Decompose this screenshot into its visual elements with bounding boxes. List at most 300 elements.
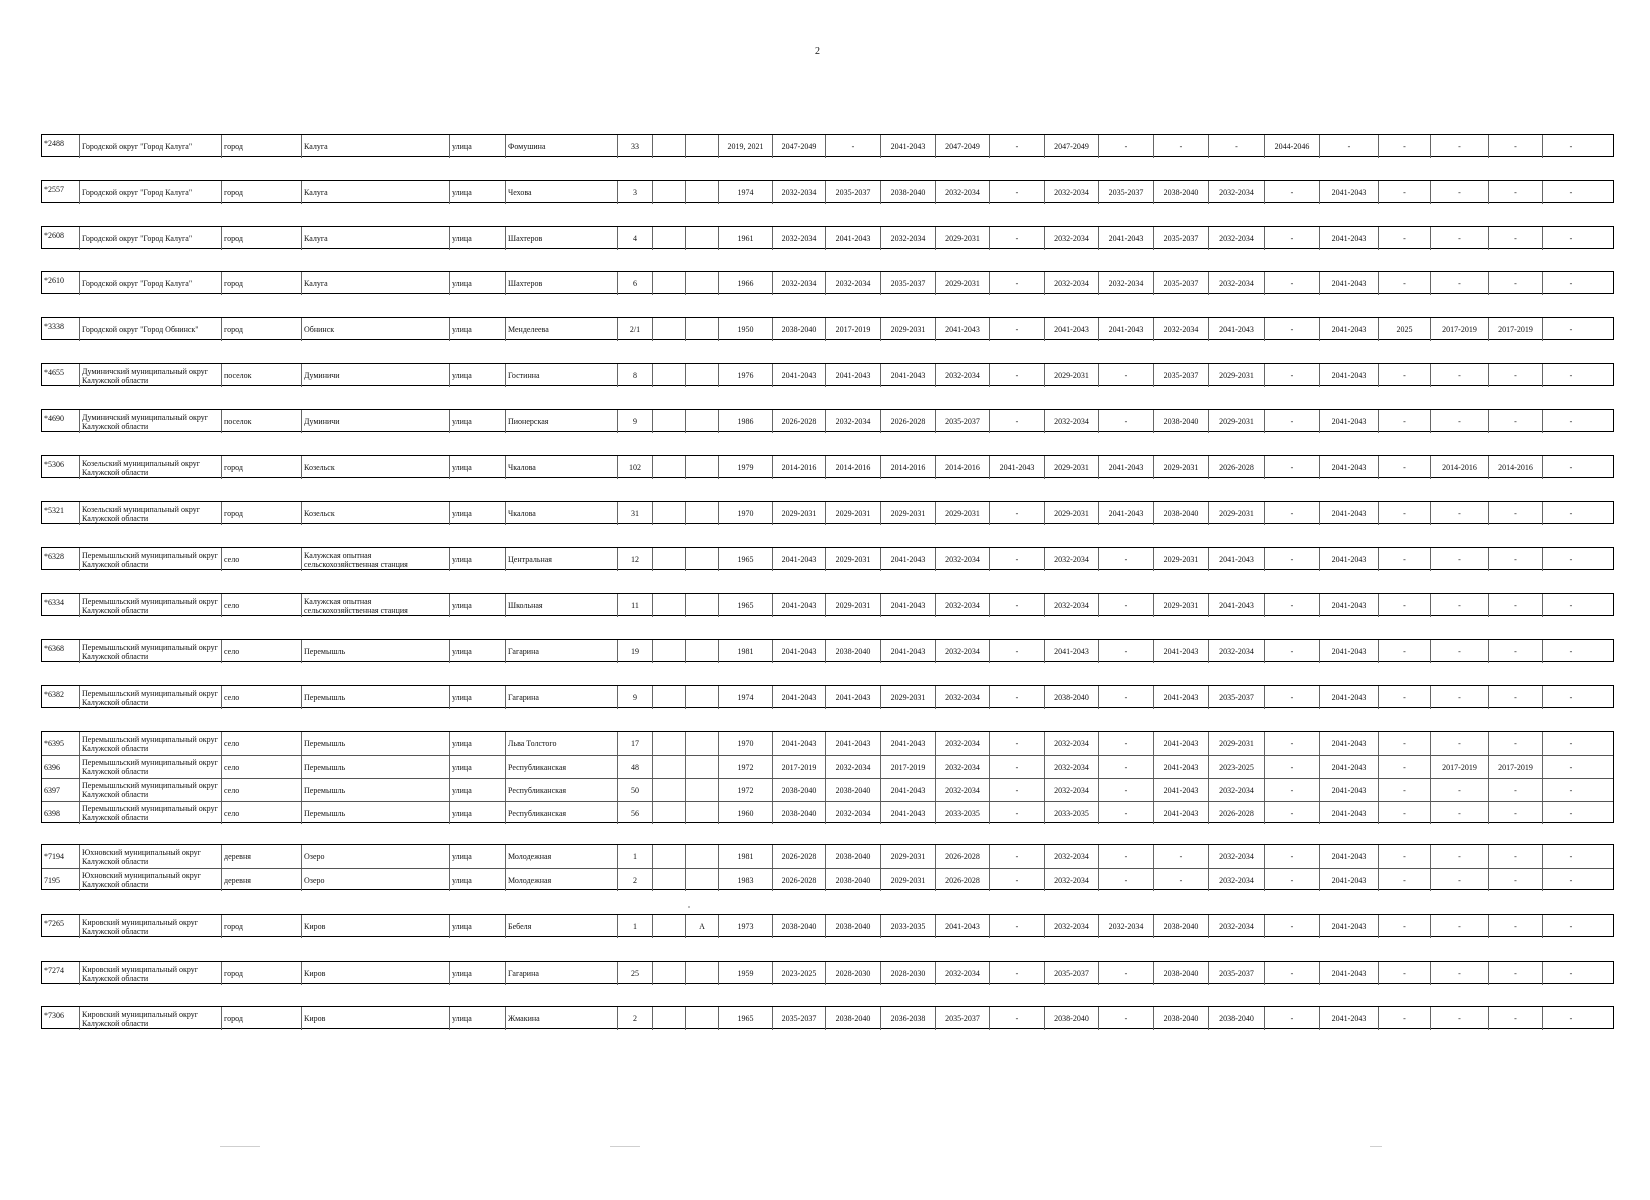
cell-street-name: Молодежная — [505, 845, 617, 868]
cell-plan-13: - — [1430, 732, 1488, 755]
cell-plan-14: - — [1488, 802, 1542, 824]
cell-plan-11: 2041-2043 — [1319, 686, 1378, 709]
cell-plan-8: 2038-2040 — [1153, 962, 1208, 985]
cell-plan-6: 2029-2031 — [1044, 456, 1098, 479]
cell-plan-11: 2041-2043 — [1319, 272, 1378, 295]
cell-plan-15: - — [1542, 364, 1599, 387]
table-row — [42, 181, 1613, 204]
cell-plan-7: - — [1098, 802, 1153, 824]
cell-settlement-name: Калуга — [301, 227, 449, 250]
cell-building — [652, 845, 685, 868]
table-record-group — [41, 409, 1614, 432]
cell-plan-2: 2038-2040 — [825, 869, 880, 891]
cell-plan-14: - — [1488, 135, 1542, 158]
cell-settlement-name: Перемышль — [301, 756, 449, 778]
cell-settlement-type: село — [221, 802, 301, 824]
table-row — [42, 548, 1613, 571]
cell-plan-9: 2032-2034 — [1208, 869, 1264, 891]
cell-plan-3: 2041-2043 — [880, 594, 935, 617]
cell-plan-7: 2041-2043 — [1098, 456, 1153, 479]
cell-plan-11: 2041-2043 — [1319, 227, 1378, 250]
cell-plan-9: - — [1208, 135, 1264, 158]
cell-plan-12: - — [1378, 915, 1430, 938]
cell-plan-10: - — [1264, 845, 1319, 868]
cell-settlement-name: Калужская опытная сельскохозяйственная станция — [301, 594, 449, 617]
cell-plan-13: - — [1430, 594, 1488, 617]
cell-street-type: улица — [449, 802, 505, 824]
cell-build-year: 1972 — [718, 756, 772, 778]
cell-building — [652, 548, 685, 571]
table-record-group — [41, 685, 1614, 708]
cell-plan-9: 2032-2034 — [1208, 845, 1264, 868]
table-record-group — [41, 455, 1614, 478]
cell-plan-3: 2028-2030 — [880, 962, 935, 985]
cell-record-number: *2557 — [44, 185, 64, 194]
cell-plan-14: 2017-2019 — [1488, 318, 1542, 341]
cell-plan-2: 2041-2043 — [825, 686, 880, 709]
cell-plan-11: 2041-2043 — [1319, 915, 1378, 938]
cell-plan-11: 2041-2043 — [1319, 548, 1378, 571]
cell-build-year: 2019, 2021 — [718, 135, 772, 158]
cell-record-number: 6398 — [44, 808, 60, 818]
cell-house-number: 2/1 — [617, 318, 652, 341]
cell-plan-14: - — [1488, 594, 1542, 617]
cell-municipal-district: Козельский муниципальный округ Калужской области — [79, 456, 221, 479]
table-row — [42, 686, 1613, 709]
cell-settlement-type: город — [221, 181, 301, 204]
cell-plan-6: 2041-2043 — [1044, 640, 1098, 663]
cell-plan-9: 2032-2034 — [1208, 181, 1264, 204]
cell-plan-9: 2029-2031 — [1208, 410, 1264, 433]
cell-plan-11: 2041-2043 — [1319, 594, 1378, 617]
cell-plan-4: 2032-2034 — [935, 756, 989, 778]
cell-plan-12: - — [1378, 594, 1430, 617]
cell-street-name: Республиканская — [505, 756, 617, 778]
cell-building — [652, 1007, 685, 1030]
cell-plan-8: 2029-2031 — [1153, 548, 1208, 571]
cell-plan-5: - — [989, 732, 1044, 755]
table-record-group — [41, 1006, 1614, 1029]
cell-plan-10: - — [1264, 756, 1319, 778]
cell-street-name: Школьная — [505, 594, 617, 617]
cell-house-number: 1 — [617, 915, 652, 938]
cell-plan-7: 2041-2043 — [1098, 502, 1153, 525]
cell-house-number: 4 — [617, 227, 652, 250]
cell-plan-8: 2029-2031 — [1153, 594, 1208, 617]
cell-building — [652, 915, 685, 938]
table-row — [42, 732, 1613, 755]
cell-plan-1: 2041-2043 — [772, 732, 825, 755]
cell-plan-12: - — [1378, 802, 1430, 824]
cell-plan-2: 2032-2034 — [825, 272, 880, 295]
cell-plan-15: - — [1542, 845, 1599, 868]
cell-street-name: Бебеля — [505, 915, 617, 938]
cell-street-name: Шахтеров — [505, 272, 617, 295]
cell-plan-9: 2032-2034 — [1208, 272, 1264, 295]
cell-build-year: 1981 — [718, 640, 772, 663]
cell-settlement-type: село — [221, 756, 301, 778]
cell-plan-12: - — [1378, 227, 1430, 250]
cell-plan-5: - — [989, 410, 1044, 433]
cell-plan-14: - — [1488, 272, 1542, 295]
cell-street-name: Пионерская — [505, 410, 617, 433]
cell-plan-7: - — [1098, 364, 1153, 387]
cell-plan-13: - — [1430, 135, 1488, 158]
cell-record-number: 6397 — [44, 785, 60, 795]
cell-plan-6: 2035-2037 — [1044, 962, 1098, 985]
cell-plan-5: - — [989, 364, 1044, 387]
cell-plan-4: 2041-2043 — [935, 318, 989, 341]
cell-plan-1: 2026-2028 — [772, 410, 825, 433]
cell-plan-5: - — [989, 779, 1044, 801]
cell-plan-11: 2041-2043 — [1319, 869, 1378, 891]
cell-house-number: 2 — [617, 869, 652, 891]
table-record-group — [41, 226, 1614, 249]
cell-settlement-name: Перемышль — [301, 686, 449, 709]
cell-plan-12: - — [1378, 756, 1430, 778]
cell-plan-10: - — [1264, 548, 1319, 571]
cell-plan-9: 2026-2028 — [1208, 802, 1264, 824]
cell-record-number: *6334 — [44, 598, 64, 607]
cell-plan-15: - — [1542, 318, 1599, 341]
cell-settlement-name: Калуга — [301, 135, 449, 158]
cell-building — [652, 779, 685, 801]
cell-plan-3: 2029-2031 — [880, 502, 935, 525]
cell-settlement-type: село — [221, 779, 301, 801]
cell-plan-8: 2032-2034 — [1153, 318, 1208, 341]
cell-letter — [685, 732, 718, 755]
cell-record-number: *4690 — [44, 414, 64, 423]
cell-plan-4: 2029-2031 — [935, 272, 989, 295]
cell-street-name: Молодежная — [505, 869, 617, 891]
cell-plan-7: - — [1098, 779, 1153, 801]
cell-plan-3: 2029-2031 — [880, 845, 935, 868]
cell-plan-12: - — [1378, 364, 1430, 387]
cell-plan-5: - — [989, 686, 1044, 709]
cell-building — [652, 272, 685, 295]
cell-plan-12: - — [1378, 1007, 1430, 1030]
cell-letter — [685, 227, 718, 250]
table-record-group — [41, 593, 1614, 616]
cell-plan-13: - — [1430, 410, 1488, 433]
cell-plan-8: - — [1153, 135, 1208, 158]
cell-street-name: Фомушина — [505, 135, 617, 158]
cell-plan-3: 2029-2031 — [880, 686, 935, 709]
cell-build-year: 1983 — [718, 869, 772, 891]
cell-plan-7: - — [1098, 756, 1153, 778]
cell-plan-2: - — [825, 135, 880, 158]
cell-plan-4: 2047-2049 — [935, 135, 989, 158]
cell-settlement-name: Обнинск — [301, 318, 449, 341]
cell-street-name: Центральная — [505, 548, 617, 571]
cell-settlement-type: село — [221, 548, 301, 571]
scan-speck — [688, 906, 690, 908]
cell-plan-2: 2032-2034 — [825, 802, 880, 824]
cell-plan-2: 2029-2031 — [825, 548, 880, 571]
cell-street-type: улица — [449, 502, 505, 525]
cell-plan-1: 2017-2019 — [772, 756, 825, 778]
cell-plan-7: 2032-2034 — [1098, 272, 1153, 295]
cell-plan-3: 2038-2040 — [880, 181, 935, 204]
cell-letter: А — [685, 915, 718, 938]
cell-plan-11: 2041-2043 — [1319, 1007, 1378, 1030]
cell-settlement-type: город — [221, 272, 301, 295]
cell-letter — [685, 135, 718, 158]
cell-plan-12: - — [1378, 962, 1430, 985]
cell-plan-1: 2041-2043 — [772, 640, 825, 663]
cell-plan-1: 2038-2040 — [772, 802, 825, 824]
cell-municipal-district: Думиничский муниципальный округ Калужской области — [79, 410, 221, 433]
cell-plan-8: 2041-2043 — [1153, 686, 1208, 709]
cell-municipal-district: Перемышльский муниципальный округ Калужской области — [79, 732, 221, 755]
cell-build-year: 1959 — [718, 962, 772, 985]
cell-plan-13: - — [1430, 1007, 1488, 1030]
cell-building — [652, 756, 685, 778]
cell-plan-14: - — [1488, 915, 1542, 938]
cell-plan-8: - — [1153, 845, 1208, 868]
cell-plan-1: 2038-2040 — [772, 915, 825, 938]
cell-building — [652, 318, 685, 341]
cell-building — [652, 869, 685, 891]
cell-house-number: 31 — [617, 502, 652, 525]
cell-house-number: 2 — [617, 1007, 652, 1030]
table-row — [42, 272, 1613, 295]
cell-plan-10: - — [1264, 227, 1319, 250]
cell-plan-6: 2032-2034 — [1044, 227, 1098, 250]
cell-settlement-name: Перемышль — [301, 802, 449, 824]
cell-plan-5: - — [989, 181, 1044, 204]
cell-plan-8: 2041-2043 — [1153, 756, 1208, 778]
cell-building — [652, 962, 685, 985]
cell-street-name: Гагарина — [505, 962, 617, 985]
cell-plan-15: - — [1542, 732, 1599, 755]
cell-plan-3: 2041-2043 — [880, 732, 935, 755]
cell-settlement-name: Перемышль — [301, 779, 449, 801]
cell-plan-2: 2017-2019 — [825, 318, 880, 341]
cell-plan-2: 2029-2031 — [825, 502, 880, 525]
cell-plan-4: 2029-2031 — [935, 502, 989, 525]
cell-settlement-name: Киров — [301, 1007, 449, 1030]
cell-plan-3: 2041-2043 — [880, 135, 935, 158]
cell-record-number: *2610 — [44, 276, 64, 285]
cell-settlement-type: город — [221, 318, 301, 341]
cell-plan-10: - — [1264, 594, 1319, 617]
cell-letter — [685, 686, 718, 709]
cell-build-year: 1974 — [718, 181, 772, 204]
cell-plan-1: 2041-2043 — [772, 364, 825, 387]
cell-plan-13: - — [1430, 802, 1488, 824]
cell-street-type: улица — [449, 410, 505, 433]
cell-record-number: *7274 — [44, 966, 64, 975]
cell-plan-13: - — [1430, 181, 1488, 204]
cell-municipal-district: Перемышльский муниципальный округ Калужской области — [79, 756, 221, 778]
cell-house-number: 12 — [617, 548, 652, 571]
cell-plan-15: - — [1542, 779, 1599, 801]
cell-plan-1: 2038-2040 — [772, 779, 825, 801]
cell-plan-8: 2035-2037 — [1153, 272, 1208, 295]
cell-plan-7: 2041-2043 — [1098, 318, 1153, 341]
cell-plan-12: - — [1378, 272, 1430, 295]
cell-plan-13: - — [1430, 845, 1488, 868]
cell-plan-7: - — [1098, 1007, 1153, 1030]
cell-plan-13: - — [1430, 502, 1488, 525]
cell-plan-2: 2038-2040 — [825, 845, 880, 868]
cell-street-name: Чехова — [505, 181, 617, 204]
cell-house-number: 17 — [617, 732, 652, 755]
cell-plan-8: 2038-2040 — [1153, 1007, 1208, 1030]
cell-plan-11: 2041-2043 — [1319, 410, 1378, 433]
cell-plan-2: 2038-2040 — [825, 640, 880, 663]
cell-plan-15: - — [1542, 686, 1599, 709]
table-row — [42, 801, 1613, 824]
cell-letter — [685, 456, 718, 479]
cell-letter — [685, 756, 718, 778]
cell-plan-10: - — [1264, 318, 1319, 341]
cell-record-number: *4655 — [44, 368, 64, 377]
cell-municipal-district: Перемышльский муниципальный округ Калужской области — [79, 686, 221, 709]
cell-municipal-district: Городской округ "Город Калуга" — [79, 272, 221, 295]
cell-plan-6: 2038-2040 — [1044, 686, 1098, 709]
cell-plan-5: - — [989, 640, 1044, 663]
cell-plan-12: - — [1378, 686, 1430, 709]
cell-plan-10: - — [1264, 915, 1319, 938]
cell-plan-11: - — [1319, 135, 1378, 158]
cell-settlement-type: город — [221, 456, 301, 479]
cell-building — [652, 640, 685, 663]
cell-plan-1: 2041-2043 — [772, 594, 825, 617]
cell-letter — [685, 548, 718, 571]
cell-plan-9: 2041-2043 — [1208, 594, 1264, 617]
cell-plan-13: - — [1430, 962, 1488, 985]
cell-street-type: улица — [449, 686, 505, 709]
cell-plan-1: 2038-2040 — [772, 318, 825, 341]
cell-settlement-type: село — [221, 640, 301, 663]
cell-plan-15: - — [1542, 915, 1599, 938]
cell-settlement-type: город — [221, 135, 301, 158]
cell-plan-6: 2032-2034 — [1044, 756, 1098, 778]
cell-house-number: 48 — [617, 756, 652, 778]
cell-plan-11: 2041-2043 — [1319, 779, 1378, 801]
cell-plan-7: - — [1098, 640, 1153, 663]
cell-plan-12: - — [1378, 456, 1430, 479]
cell-letter — [685, 640, 718, 663]
cell-plan-14: - — [1488, 640, 1542, 663]
cell-plan-8: 2038-2040 — [1153, 181, 1208, 204]
cell-plan-15: - — [1542, 1007, 1599, 1030]
table-record-group — [41, 501, 1614, 524]
cell-plan-14: - — [1488, 845, 1542, 868]
cell-build-year: 1986 — [718, 410, 772, 433]
cell-plan-7: - — [1098, 845, 1153, 868]
cell-plan-9: 2032-2034 — [1208, 227, 1264, 250]
cell-settlement-type: город — [221, 915, 301, 938]
cell-street-type: улица — [449, 962, 505, 985]
table-record-group — [41, 914, 1614, 937]
cell-plan-9: 2032-2034 — [1208, 779, 1264, 801]
cell-municipal-district: Перемышльский муниципальный округ Калужской области — [79, 640, 221, 663]
table-record-group — [41, 639, 1614, 662]
cell-plan-13: - — [1430, 869, 1488, 891]
cell-plan-6: 2047-2049 — [1044, 135, 1098, 158]
cell-municipal-district: Кировский муниципальный округ Калужской области — [79, 962, 221, 985]
cell-build-year: 1974 — [718, 686, 772, 709]
cell-plan-15: - — [1542, 410, 1599, 433]
cell-house-number: 50 — [617, 779, 652, 801]
cell-plan-11: 2041-2043 — [1319, 756, 1378, 778]
cell-plan-15: - — [1542, 548, 1599, 571]
cell-letter — [685, 869, 718, 891]
cell-plan-7: 2035-2037 — [1098, 181, 1153, 204]
cell-plan-13: 2017-2019 — [1430, 756, 1488, 778]
cell-letter — [685, 594, 718, 617]
cell-settlement-name: Калуга — [301, 181, 449, 204]
cell-plan-2: 2028-2030 — [825, 962, 880, 985]
cell-plan-8: 2035-2037 — [1153, 227, 1208, 250]
cell-building — [652, 364, 685, 387]
cell-house-number: 19 — [617, 640, 652, 663]
cell-build-year: 1966 — [718, 272, 772, 295]
cell-plan-5: - — [989, 318, 1044, 341]
cell-plan-8: 2041-2043 — [1153, 779, 1208, 801]
cell-settlement-type: город — [221, 502, 301, 525]
cell-plan-15: - — [1542, 802, 1599, 824]
cell-municipal-district: Перемышльский муниципальный округ Калужской области — [79, 779, 221, 801]
cell-plan-10: - — [1264, 732, 1319, 755]
cell-plan-6: 2032-2034 — [1044, 915, 1098, 938]
cell-street-type: улица — [449, 272, 505, 295]
cell-plan-13: - — [1430, 915, 1488, 938]
table-record-group — [41, 180, 1614, 203]
cell-house-number: 3 — [617, 181, 652, 204]
cell-plan-12: - — [1378, 845, 1430, 868]
cell-plan-5: - — [989, 802, 1044, 824]
table-row — [42, 1007, 1613, 1030]
cell-plan-8: 2029-2031 — [1153, 456, 1208, 479]
table-record-group — [41, 317, 1614, 340]
cell-plan-9: 2035-2037 — [1208, 962, 1264, 985]
cell-plan-7: - — [1098, 548, 1153, 571]
table-row — [42, 962, 1613, 985]
cell-plan-10: - — [1264, 640, 1319, 663]
cell-build-year: 1950 — [718, 318, 772, 341]
cell-build-year: 1965 — [718, 548, 772, 571]
cell-plan-4: 2032-2034 — [935, 640, 989, 663]
cell-plan-14: - — [1488, 181, 1542, 204]
cell-settlement-type: город — [221, 1007, 301, 1030]
cell-street-type: улица — [449, 845, 505, 868]
cell-settlement-name: Перемышль — [301, 640, 449, 663]
cell-plan-10: - — [1264, 272, 1319, 295]
cell-settlement-type: село — [221, 686, 301, 709]
cell-plan-7: - — [1098, 410, 1153, 433]
cell-settlement-name: Киров — [301, 962, 449, 985]
cell-plan-2: 2014-2016 — [825, 456, 880, 479]
table-row — [42, 755, 1613, 778]
cell-plan-6: 2032-2034 — [1044, 732, 1098, 755]
cell-plan-10: - — [1264, 869, 1319, 891]
cell-plan-14: - — [1488, 732, 1542, 755]
cell-plan-9: 2032-2034 — [1208, 915, 1264, 938]
cell-plan-4: 2035-2037 — [935, 1007, 989, 1030]
cell-building — [652, 732, 685, 755]
cell-street-type: улица — [449, 594, 505, 617]
cell-plan-2: 2041-2043 — [825, 227, 880, 250]
cell-settlement-name: Озеро — [301, 869, 449, 891]
cell-plan-7: 2041-2043 — [1098, 227, 1153, 250]
cell-municipal-district: Городской округ "Город Калуга" — [79, 135, 221, 158]
cell-record-number: *6368 — [44, 644, 64, 653]
cell-build-year: 1961 — [718, 227, 772, 250]
